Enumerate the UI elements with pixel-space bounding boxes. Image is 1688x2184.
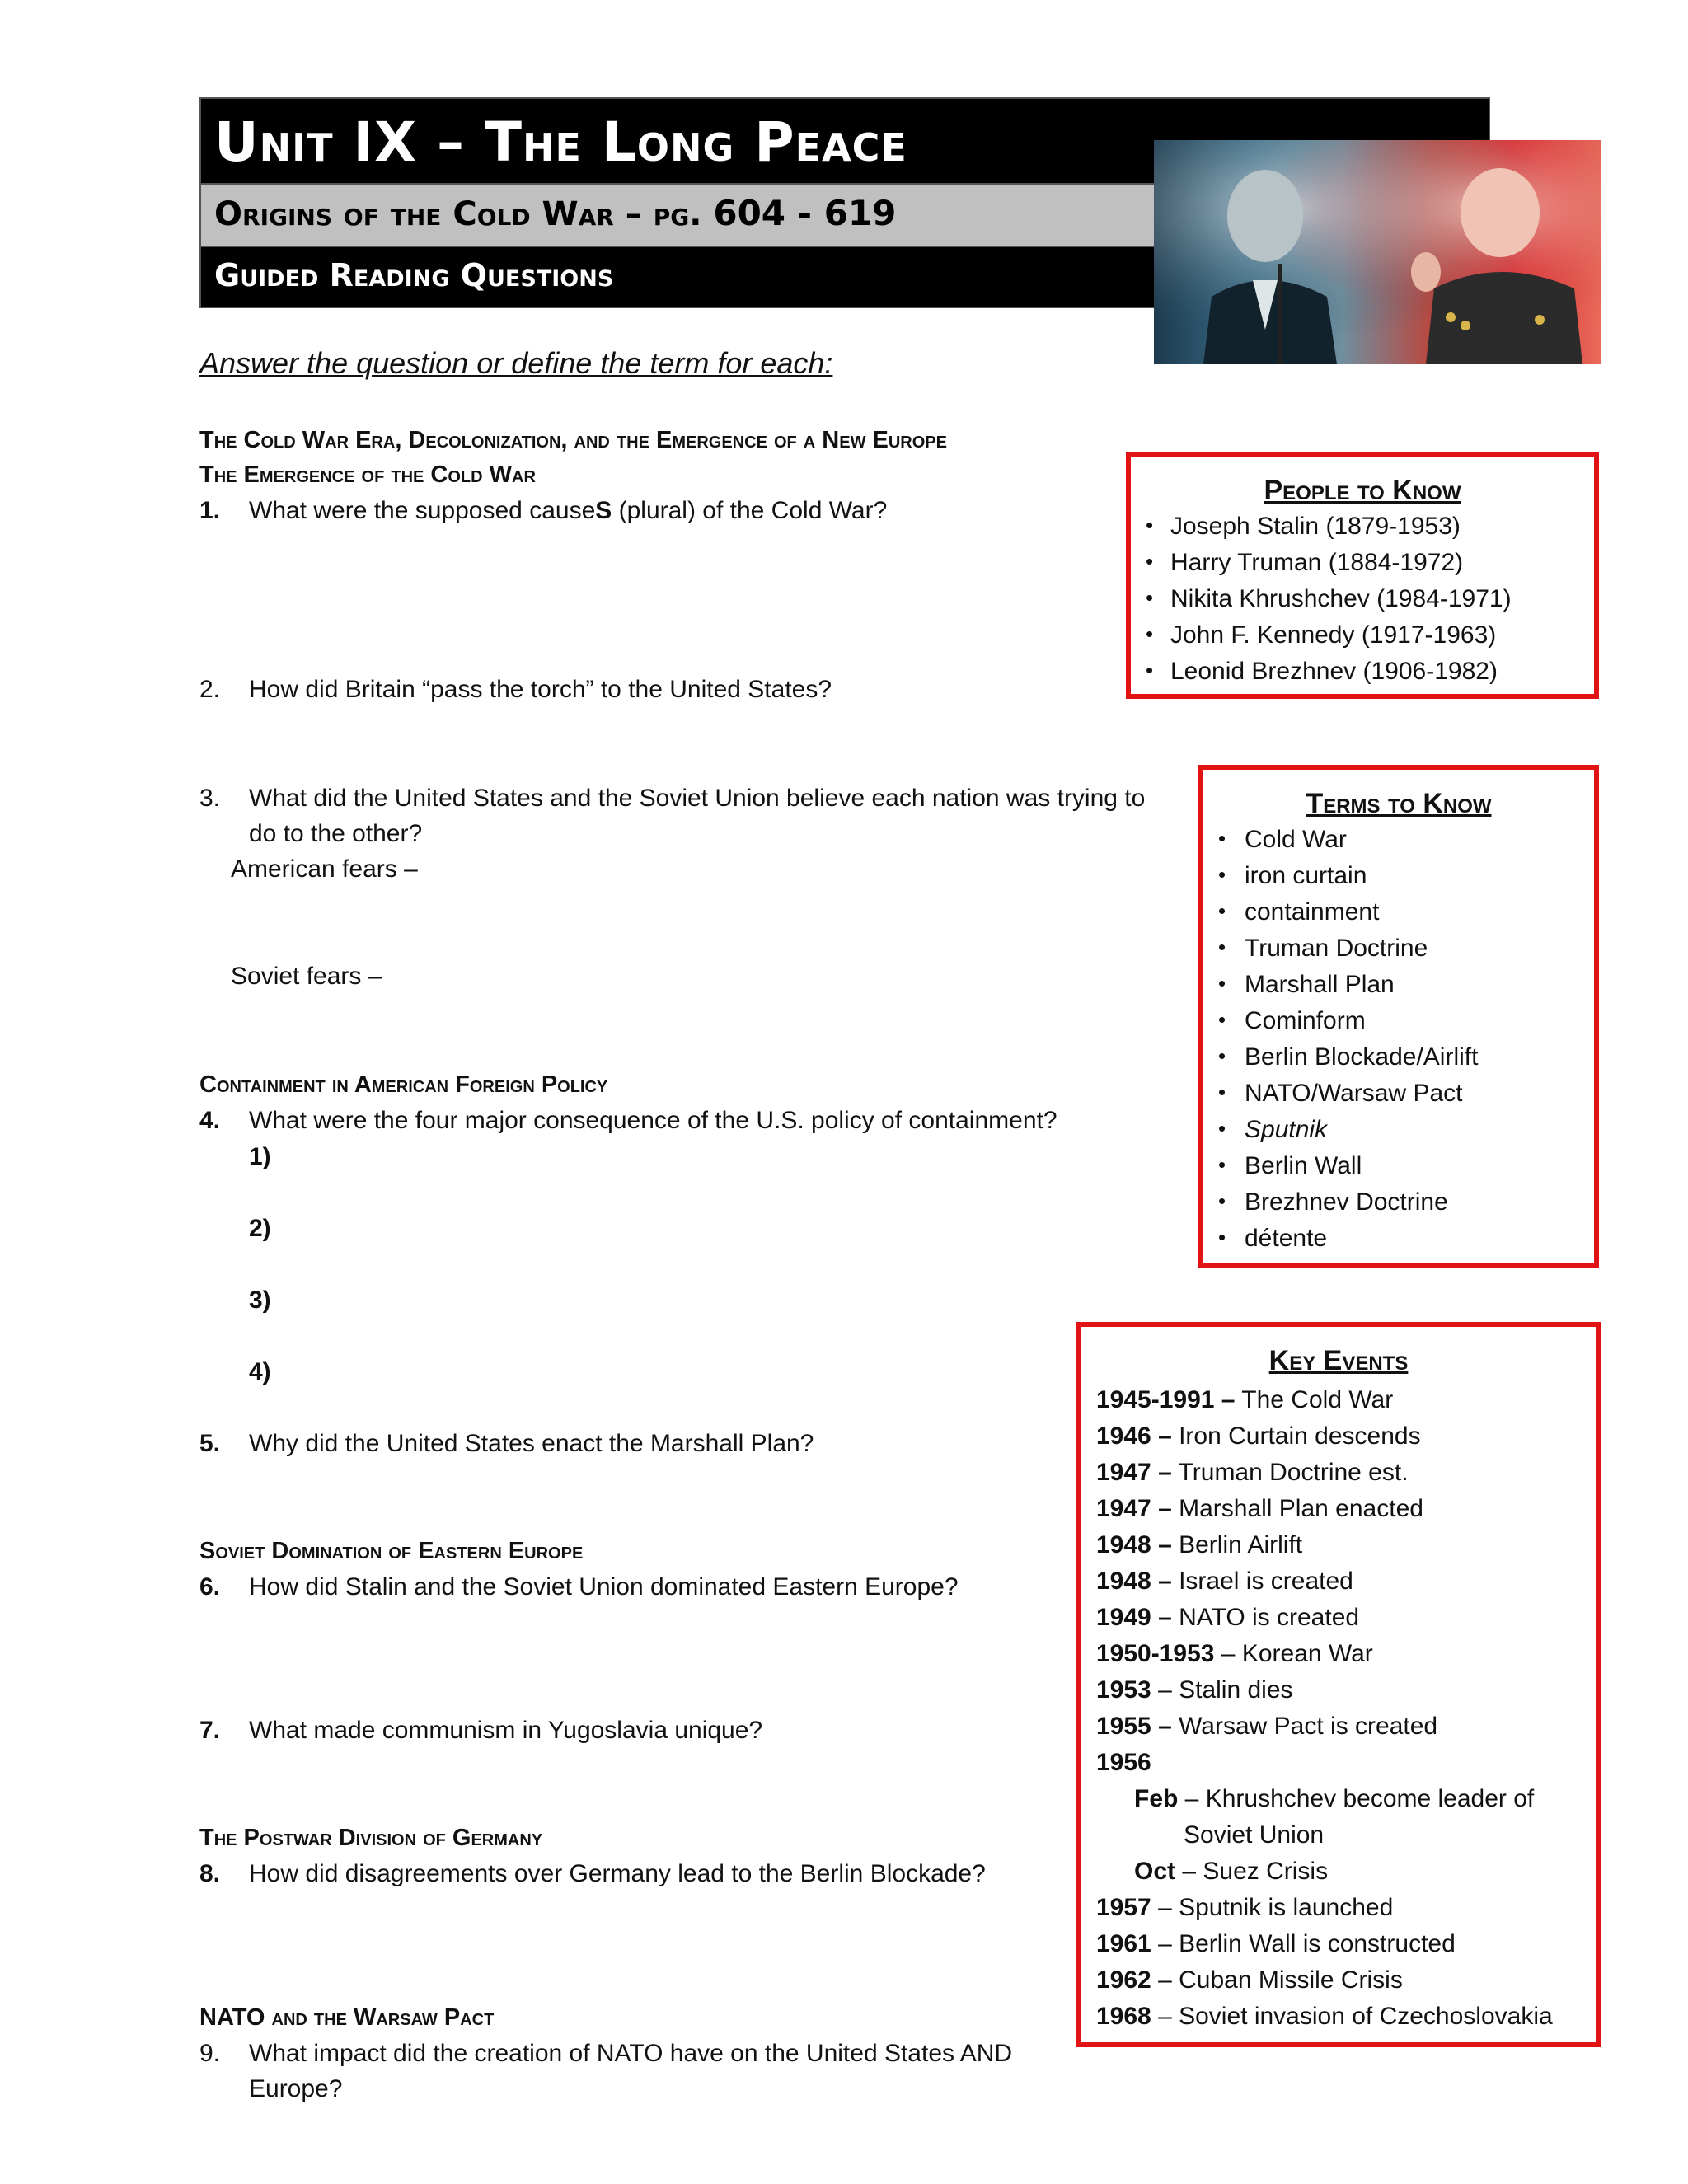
event-year: 1948 – [1096,1568,1172,1595]
term-item: détente [1245,1225,1328,1252]
event-text: Israel is created [1171,1568,1353,1595]
key-events-box [1076,1322,1601,2047]
event-item [1096,1894,1393,1922]
question-7-text: What made communism in Yugoslavia unique? [249,1717,763,1744]
event-text: Marshall Plan enacted [1171,1495,1423,1522]
event-year: 1948 – [1096,1531,1172,1558]
subtitle-pages: 604 - 619 [713,193,897,233]
term-item: Cold War [1245,826,1347,853]
event-text: NATO is created [1171,1604,1360,1631]
event-item [1096,1495,1423,1523]
question-9-line1: What impact did the creation of NATO have on the United States AND [249,2040,1013,2067]
event-item [1134,1785,1534,1813]
bullet-icon: • [1218,971,1226,996]
bullet-icon: • [1218,1188,1226,1213]
event-year: 1955 – [1096,1713,1172,1740]
event-year: 1947 – [1096,1495,1172,1522]
subtitle [214,193,896,233]
question-3-number: 3. [199,785,221,812]
bullet-icon: • [1146,621,1154,646]
event-item [1096,1422,1421,1451]
event-item [1096,1531,1302,1559]
event-item [1096,2003,1553,2031]
bullet-icon: • [1146,658,1154,682]
term-item: Berlin Wall [1245,1152,1362,1179]
term-item: containment [1245,898,1380,926]
event-text: – Khrushchev become leader of [1178,1785,1535,1812]
bullet-icon: • [1218,1080,1226,1104]
event-year: 1962 [1096,1966,1151,1994]
bullet-icon: • [1218,1225,1226,1249]
question-1-text [249,497,887,525]
event-item [1096,1604,1359,1632]
event-item [1096,1676,1293,1704]
bullet-icon: • [1218,1007,1226,1032]
event-year: 1968 [1096,2003,1151,2030]
bullet-icon: • [1146,513,1154,537]
event-item [1096,1966,1403,1994]
question-3-line2: do to the other? [249,820,423,847]
question-7-number: 7. [199,1717,221,1744]
term-item: Sputnik [1245,1116,1328,1143]
event-text: The Cold War [1235,1386,1394,1413]
cold-war-poster-image [1154,140,1601,364]
section-heading-containment: Containment in American Foreign Policy [199,1071,608,1098]
question-4-number: 4. [199,1107,221,1134]
term-item: NATO/Warsaw Pact [1245,1080,1463,1107]
terms-to-know-title: Terms to Know [1306,788,1492,819]
event-year: 1949 – [1096,1604,1172,1631]
question-4-text: What were the four major consequence of the U.S. policy of containment? [249,1107,1057,1134]
bullet-icon: • [1218,1152,1226,1177]
question-6-number: 6. [199,1573,221,1601]
bullet-icon: • [1218,862,1226,887]
event-text: Berlin Airlift [1171,1531,1303,1558]
question-6-text: How did Stalin and the Soviet Union dominated Eastern Europe? [249,1573,959,1601]
subtitle-main: Origins of the Cold War [214,195,626,233]
bullet-icon: • [1218,898,1226,923]
section-heading-postwar-germany: The Postwar Division of Germany [199,1825,543,1851]
section-heading-soviet-domination: Soviet Domination of Eastern Europe [199,1538,584,1564]
event-item [1096,1713,1437,1741]
event-item [1096,1640,1373,1668]
bullet-icon: • [1218,935,1226,959]
term-item: iron curtain [1245,862,1367,889]
event-text: – Suez Crisis [1175,1858,1329,1885]
question-4-answer-4: 4) [249,1358,271,1385]
term-item: Truman Doctrine [1245,935,1428,962]
question-5-number: 5. [199,1430,221,1457]
event-text: – Berlin Wall is constructed [1151,1930,1456,1957]
person-item: Harry Truman (1884-1972) [1170,549,1464,576]
terms-to-know-box [1198,765,1599,1268]
event-item [1096,1749,1151,1777]
section-heading-nato-warsaw: NATO and the Warsaw Pact [199,2004,495,2031]
question-9-number: 9. [199,2040,221,2067]
section-heading-emergence: The Emergence of the Cold War [199,462,536,488]
event-text: Soviet Union [1184,1821,1325,1849]
event-year: 1957 [1096,1894,1151,1921]
event-year: 1947 – [1096,1459,1172,1486]
unit-title: Unit IX – The Long Peace [214,110,907,174]
section-heading-cold-war-era: The Cold War Era, Decolonization, and the Emergence of a New Europe [199,427,947,453]
event-item [1096,1930,1456,1958]
event-year: 1946 – [1096,1422,1172,1450]
term-item: Cominform [1245,1007,1366,1034]
question-9-line2: Europe? [249,2075,343,2102]
person-item: Nikita Khrushchev (1984-1971) [1170,585,1512,612]
event-item [1184,1821,1324,1849]
soviet-fears-label: Soviet fears – [231,963,382,990]
question-2-text: How did Britain “pass the torch” to the United States? [249,676,832,703]
question-1-pre: What were the supposed cause [249,497,596,524]
event-text: – Cuban Missile Crisis [1151,1966,1403,1994]
question-1-bold: S [595,497,612,524]
question-4-answer-1: 1) [249,1143,271,1170]
event-text: – Sputnik is launched [1151,1894,1394,1921]
term-item: Brezhnev Doctrine [1245,1188,1448,1216]
question-5-text: Why did the United States enact the Marshall Plan? [249,1430,814,1457]
event-text: – Korean War [1214,1640,1373,1667]
event-text: – Stalin dies [1151,1676,1293,1704]
term-item: Marshall Plan [1245,971,1395,998]
event-text: – Soviet invasion of Czechoslovakia [1151,2003,1553,2030]
bullet-icon: • [1146,549,1154,574]
key-events-title: Key Events [1268,1345,1409,1376]
question-1-post: (plural) of the Cold War? [612,497,888,524]
people-to-know-box [1126,452,1599,699]
event-year: 1953 [1096,1676,1151,1704]
poster-illustration [1154,140,1601,364]
event-year: 1950-1953 [1096,1640,1215,1667]
question-1-number: 1. [199,497,221,524]
person-item: Joseph Stalin (1879-1953) [1170,513,1461,540]
question-4-answer-2: 2) [249,1215,271,1242]
bullet-icon: • [1218,826,1226,851]
question-8-text: How did disagreements over Germany lead to the Berlin Blockade? [249,1860,986,1887]
event-text: Truman Doctrine est. [1171,1459,1409,1486]
question-2-number: 2. [199,676,221,703]
guided-heading: Guided Reading Questions [214,257,614,293]
bullet-icon: • [1146,585,1154,610]
event-item [1134,1858,1328,1886]
american-fears-label: American fears – [231,855,418,883]
event-year: 1961 [1096,1930,1151,1957]
question-8-number: 8. [199,1860,221,1887]
event-item [1096,1386,1393,1414]
event-month: Feb [1134,1785,1179,1812]
question-4-answer-3: 3) [249,1286,271,1314]
event-item [1096,1459,1409,1487]
bullet-icon: • [1218,1043,1226,1068]
event-text: Iron Curtain descends [1171,1422,1421,1450]
term-item: Berlin Blockade/Airlift [1245,1043,1479,1071]
instruction-text: Answer the question or define the term for each: [199,346,833,380]
event-text: Warsaw Pact is created [1171,1713,1438,1740]
person-item: John F. Kennedy (1917-1963) [1170,621,1497,649]
people-to-know-title: People to Know [1264,475,1461,506]
subtitle-pages-label: – pg. [625,195,702,233]
event-year: 1956 [1096,1749,1151,1776]
person-item: Leonid Brezhnev (1906-1982) [1170,658,1498,685]
bullet-icon: • [1218,1116,1226,1141]
event-year: 1945-1991 – [1096,1386,1236,1413]
event-item [1096,1568,1353,1596]
question-3-line1: What did the United States and the Soviet Union believe each nation was trying to [249,785,1146,812]
event-month: Oct [1134,1858,1176,1885]
